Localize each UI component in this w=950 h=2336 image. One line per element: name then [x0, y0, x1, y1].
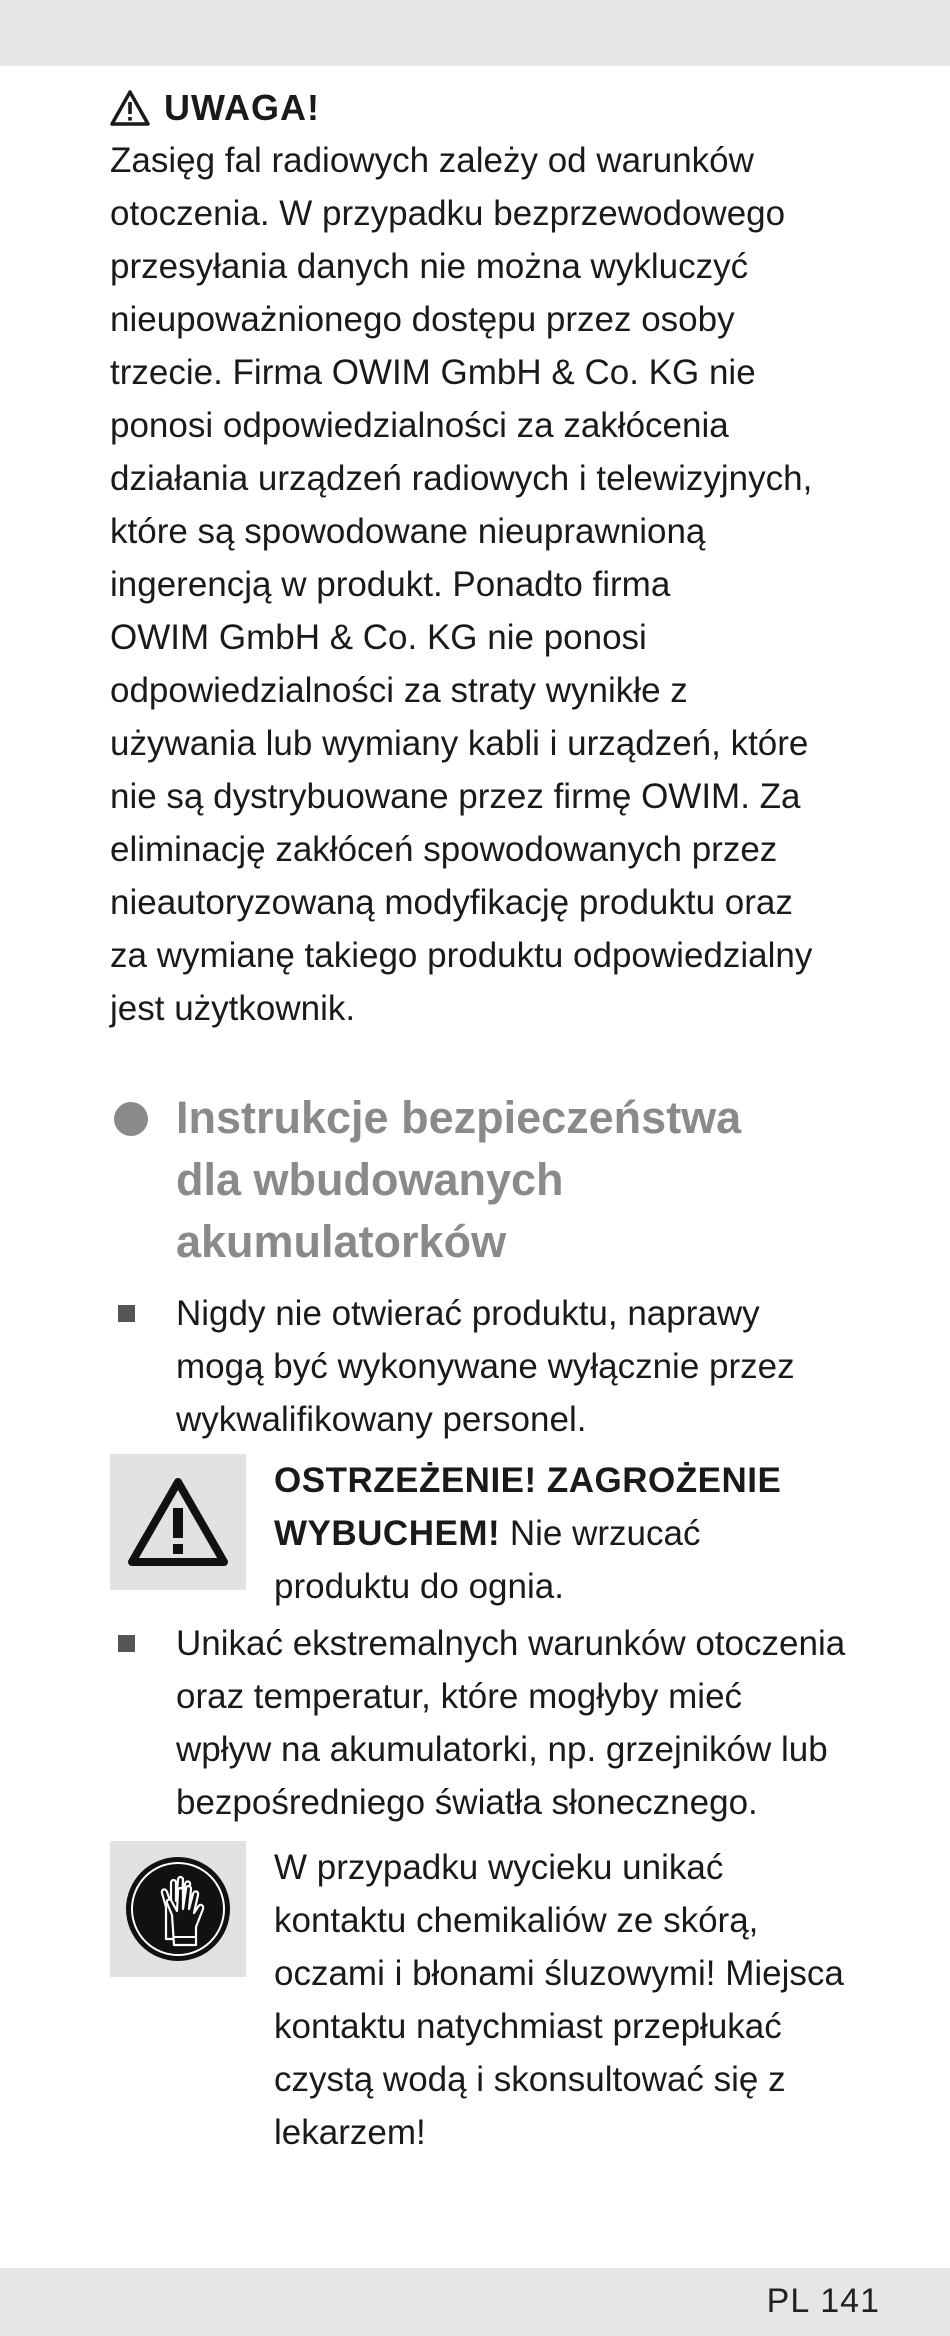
page-number-value: 141	[820, 2282, 880, 2320]
top-bar	[0, 0, 950, 66]
text-line: jest użytkownik.	[110, 989, 356, 1028]
text-line: Zasięg fal radiowych zależy od warunków	[110, 141, 754, 180]
text-line: OWIM GmbH & Co. KG nie ponosi	[110, 618, 647, 657]
section-title-line: Instrukcje bezpieczeństwa	[176, 1092, 742, 1143]
gloves-warning-block	[110, 1841, 890, 2159]
bullet-item-extreme-conditions	[110, 1617, 890, 1829]
text-line: lekarzem!	[274, 2113, 426, 2152]
gloves-icon	[122, 1853, 234, 1965]
text-line: oraz temperatur, które mogłyby mieć	[176, 1677, 743, 1716]
text-line: trzecie. Firma OWIM GmbH & Co. KG nie	[110, 353, 756, 392]
text-line: wpływ na akumulatorki, np. grzejników lub	[176, 1730, 828, 1769]
square-bullet-icon	[118, 1305, 135, 1322]
explosion-text: Nie wrzucać	[500, 1514, 701, 1553]
text-line: wykwalifikowany personel.	[176, 1400, 587, 1439]
text-line: które są spowodowane nieuprawnioną	[110, 512, 706, 551]
text-line: ponosi odpowiedzialności za zakłócenia	[110, 406, 729, 445]
warning-title: UWAGA!	[164, 87, 320, 128]
language-code: PL	[766, 2282, 811, 2320]
text-line: W przypadku wycieku unikać	[274, 1848, 724, 1887]
text-line: czystą wodą i skonsultować się z	[274, 2060, 786, 2099]
square-bullet-icon	[118, 1635, 135, 1652]
page-content	[110, 82, 890, 2159]
text-line: ingerencją w produkt. Ponadto firma	[110, 565, 671, 604]
warning-triangle-icon	[110, 90, 150, 126]
text-line: używania lub wymiany kabli i urządzeń, które	[110, 724, 809, 763]
section-title-line: dla wbudowanych	[176, 1154, 564, 1205]
gloves-warning-text	[274, 1841, 890, 2159]
footer-bar	[0, 2268, 950, 2336]
bullet-dot-icon	[114, 1102, 148, 1136]
bullet-item-open-product	[110, 1287, 890, 1446]
text-line: nieupoważnionego dostępu przez osoby	[110, 300, 735, 339]
text-line: bezpośredniego światła słonecznego.	[176, 1783, 758, 1822]
text-line: nieautoryzowaną modyfikację produktu oraz	[110, 883, 793, 922]
text-line: oczami i błonami śluzowymi! Miejsca	[274, 1954, 844, 1993]
text-line: kontaktu chemikaliów ze skórą,	[274, 1901, 759, 1940]
section-heading	[110, 1087, 890, 1273]
section-title-line: akumulatorków	[176, 1216, 507, 1267]
explosion-text: produktu do ognia.	[274, 1567, 564, 1606]
gloves-icon-box	[110, 1841, 246, 1977]
explosion-warning-block	[110, 1454, 890, 1613]
text-line: odpowiedzialności za straty wynikłe z	[110, 671, 688, 710]
explosion-icon-box	[110, 1454, 246, 1590]
text-line: przesyłania danych nie można wykluczyć	[110, 247, 749, 286]
text-line: nie są dystrybuowane przez firmę OWIM. Za	[110, 777, 801, 816]
text-line: działania urządzeń radiowych i telewizyjnych,	[110, 459, 813, 498]
text-line: kontaktu natychmiast przepłukać	[274, 2007, 782, 2046]
text-line: otoczenia. W przypadku bezprzewodowego	[110, 194, 786, 233]
text-line: za wymianę takiego produktu odpowiedzialny	[110, 936, 813, 975]
text-line: Nigdy nie otwierać produktu, naprawy	[176, 1294, 760, 1333]
explosion-bold-text: OSTRZEŻENIE! ZAGROŻENIE	[274, 1461, 782, 1500]
warning-paragraph	[110, 134, 890, 1035]
warning-heading	[110, 82, 890, 134]
page-number	[767, 2282, 880, 2321]
text-line: eliminację zakłóceń spowodowanych przez	[110, 830, 778, 869]
text-line: mogą być wykonywane wyłącznie przez	[176, 1347, 795, 1386]
explosion-warning-text	[274, 1454, 890, 1613]
explosion-warning-triangle-icon	[126, 1476, 230, 1568]
text-line: Unikać ekstremalnych warunków otoczenia	[176, 1624, 846, 1663]
explosion-bold-text: WYBUCHEM!	[274, 1514, 501, 1553]
